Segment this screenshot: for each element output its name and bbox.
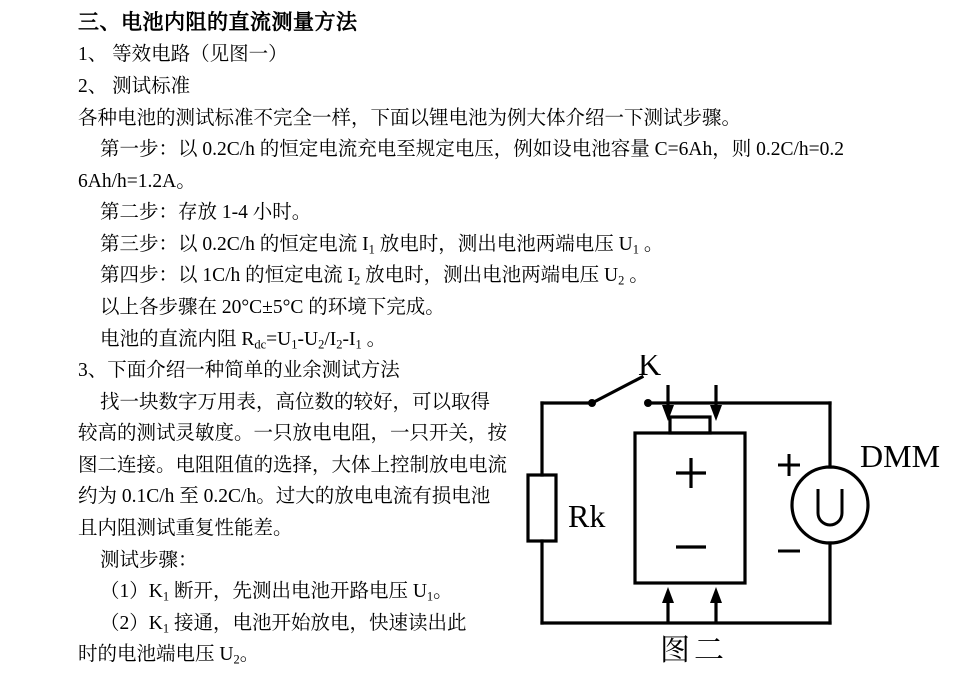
line-text: 接通，电池开始放电，快速读出此 <box>169 612 467 634</box>
subscript: 1 <box>368 242 375 257</box>
line-text: （2）K <box>100 612 163 634</box>
line-text: 测试步骤： <box>100 549 198 571</box>
circuit-figure <box>520 355 940 680</box>
paragraph-method-description <box>78 387 508 545</box>
battery-body <box>635 433 745 583</box>
formula-text: 电池的直流内阻 R <box>100 328 255 350</box>
subscript: 1 <box>291 337 298 352</box>
subscript: 1 <box>632 242 639 257</box>
battery-terminal-cap <box>670 417 710 433</box>
subscript: 2 <box>354 273 361 288</box>
line-text: 第三步：以 0.2C/h 的恒定电流 I <box>100 233 369 255</box>
subscript: 2 <box>336 337 343 352</box>
line-text: 放电时，测出电池两端电压 U <box>360 265 619 287</box>
subscript: dc <box>254 337 267 352</box>
line-test-standard <box>78 71 678 103</box>
line-text: 放电时，测出电池两端电压 U <box>374 233 633 255</box>
line-text: 。 <box>624 265 649 287</box>
subscript: 1 <box>162 589 170 604</box>
line-text: 。 <box>239 644 260 666</box>
line-standard-desc <box>78 103 742 135</box>
voltmeter-circle <box>792 467 868 543</box>
meter-polarity-marks <box>778 454 800 551</box>
line-equivalent-circuit <box>78 39 678 71</box>
formula-text: /I <box>324 328 337 350</box>
battery-arrows-bottom <box>662 587 722 623</box>
figure-caption: 图二 <box>660 634 728 667</box>
switch-label: K <box>638 355 662 382</box>
line-text: 断开，先测出电池开路电压 U <box>169 581 427 603</box>
switch-pivot-dot <box>588 399 596 407</box>
page-title: 三、电池内阻的直流测量方法 <box>78 10 358 34</box>
circuit-svg <box>520 355 940 680</box>
line-text: 以上各步骤在 20°C±5°C 的环境下完成。 <box>100 297 445 319</box>
subscript: 2 <box>233 652 240 667</box>
line-text: 3、下面介绍一种简单的业余测试方法 <box>78 360 400 382</box>
line-text: 。 <box>638 233 664 255</box>
subscript: 2 <box>318 337 325 352</box>
line-text: 1、 等效电路（见图一） <box>78 44 288 66</box>
resistor-body <box>528 475 556 541</box>
line-step4 <box>78 260 678 292</box>
line-text: 第二步：存放 1-4 小时。 <box>100 202 312 224</box>
voltmeter-u-symbol <box>818 489 842 525</box>
formula-text: 。 <box>361 328 387 350</box>
battery-polarity-marks <box>676 458 706 547</box>
meter-label: DMM <box>860 438 940 474</box>
line-text: 第四步：以 1C/h 的恒定电流 I <box>100 265 355 287</box>
line-text: 时的电池端电压 U <box>78 644 234 666</box>
formula-text: -U <box>297 328 319 350</box>
line-text: 各种电池的测试标准不完全一样，下面以锂电池为例大体介绍一下测试步骤。 <box>78 107 742 129</box>
paragraph-text: 找一块数字万用表，高位数的较好，可以取得较高的测试灵敏度。一只放电电阻，一只开关，按图二连接。电阻阻值的选择，大体上控制放电电流约为 0.1C/h 至 0.2C/h。过大的放电电流有损电池且内阻测试重复性能差。 <box>78 391 508 540</box>
switch-contact-dot <box>644 399 652 407</box>
line-text: 6Ah/h=1.2A。 <box>78 170 196 192</box>
line-dc-resistance-formula <box>78 324 678 356</box>
subscript: 2 <box>618 273 625 288</box>
line-step1-a <box>78 134 845 166</box>
resistor-label: Rk <box>568 498 606 534</box>
formula-text: -I <box>342 328 356 350</box>
line-text: 。 <box>433 581 453 603</box>
line-step3 <box>78 229 678 261</box>
subscript: 1 <box>355 337 362 352</box>
subscript: 1 <box>162 621 170 636</box>
subscript: 1 <box>426 589 434 604</box>
line-step2 <box>78 197 678 229</box>
line-text: 2、 测试标准 <box>78 75 191 97</box>
formula-text: =U <box>266 328 292 350</box>
line-text: （1）K <box>100 581 163 603</box>
line-text: 第一步：以 0.2C/h 的恒定电流充电至规定电压，例如设电池容量 C=6Ah，则 0.2C/h=0.2 <box>100 139 845 161</box>
line-environment <box>78 292 678 324</box>
switch-blade <box>592 377 642 403</box>
line-step1-b <box>78 166 678 198</box>
